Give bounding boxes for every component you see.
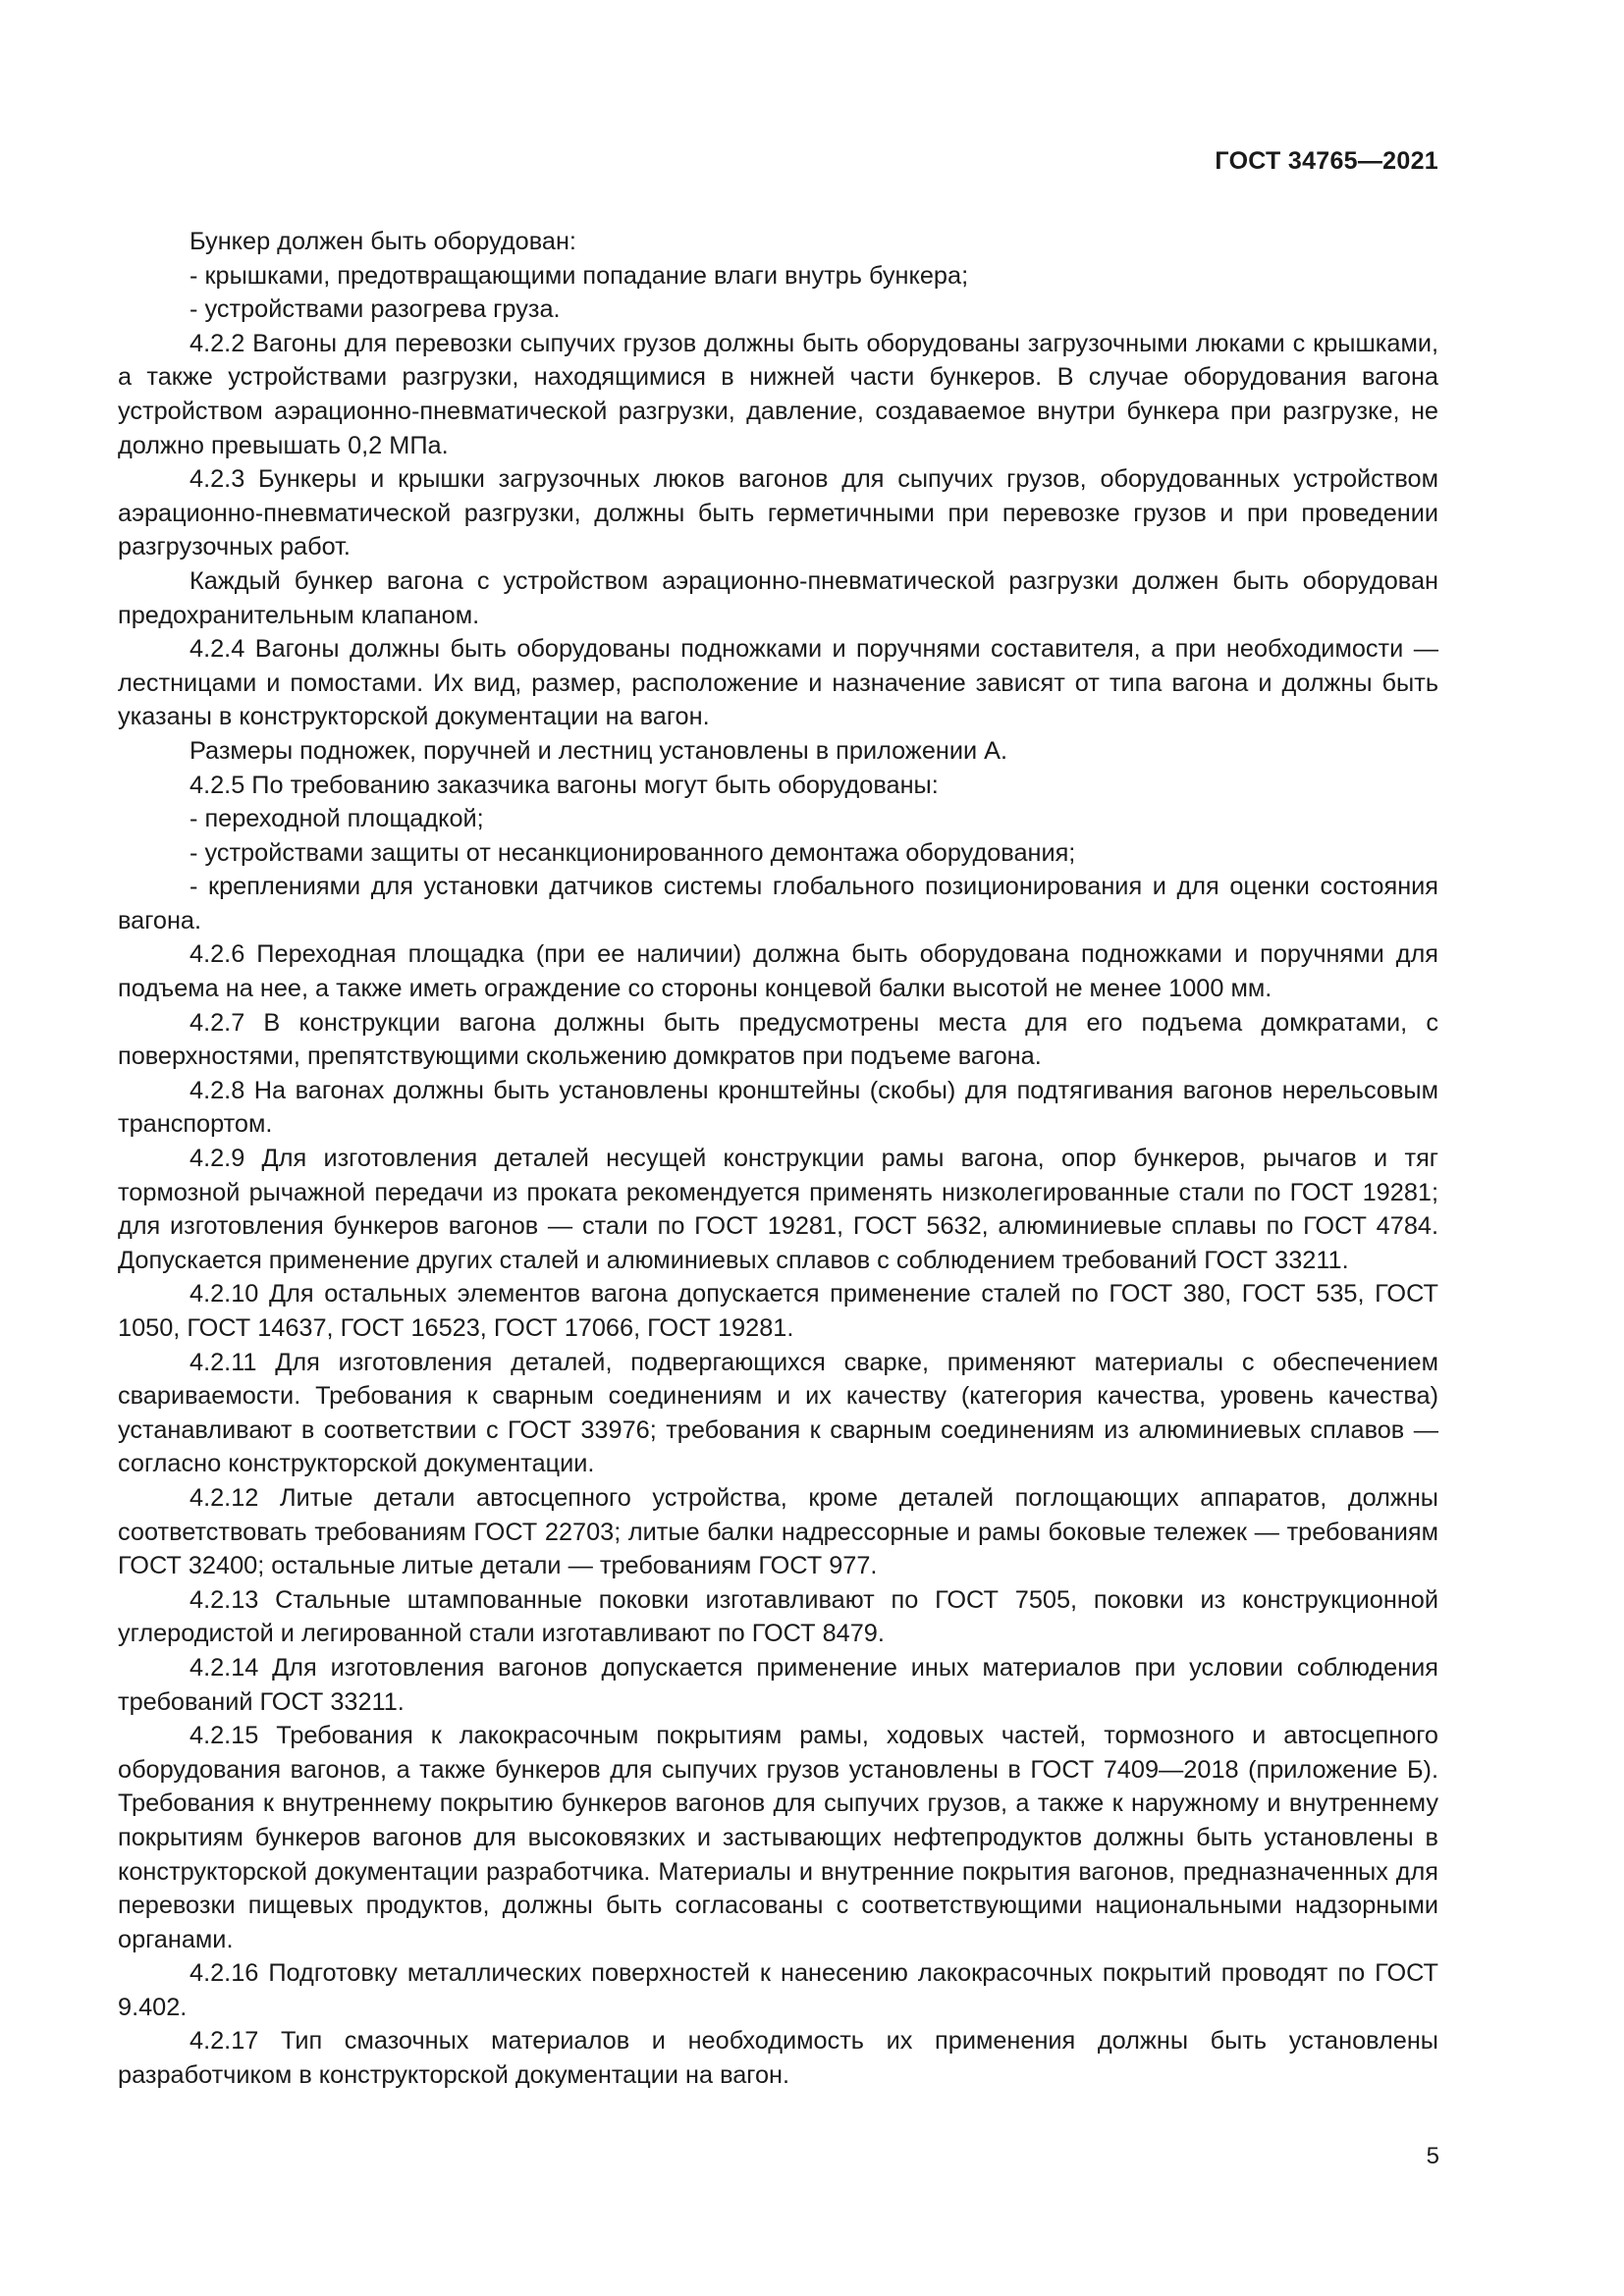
paragraph: 4.2.15 Требования к лакокрасочным покрытиям рамы, ходовых частей, тормозного и автосцепного оборудования вагонов, а также бункеров для сыпучих грузов установлены в ГОСТ 7409—2018 (приложение Б). Требования к внутреннему покрытию бункеров вагонов для сыпучих грузов, а также к наружному и внутреннему покрытиям бункеров вагонов для высоковязких и застывающих нефтепродуктов должны быть установлены в конструкторской документации разработчика. Материалы и внутренние покрытия вагонов, предназначенных для перевозки пищевых продуктов, должны быть согласованы с соответствующими национальными надзорными органами. [118,1722,1438,1953]
paragraph: 4.2.17 Тип смазочных материалов и необходимость их применения должны быть установлены разработчиком в конструкторской документации на вагон. [118,2027,1438,2090]
paragraph: 4.2.8 На вагонах должны быть установлены кронштейны (скобы) для подтягивания вагонов нерельсовым транспортом. [118,1076,1438,1139]
paragraph: 4.2.5 По требованию заказчика вагоны могут быть оборудованы: [189,771,939,799]
paragraph: 4.2.12 Литые детали автосцепного устройства, кроме деталей поглощающих аппаратов, должны соответствовать требованиям ГОСТ 22703; литые балки надрессорные и рамы боковые тележек — требованиям ГОСТ 32400; остальные литые детали — требованиям ГОСТ 977. [118,1483,1438,1580]
paragraph: 4.2.16 Подготовку металлических поверхностей к нанесению лакокрасочных покрытий проводят по ГОСТ 9.402. [118,1959,1438,2021]
list-item: - устройствами разогрева груза. [189,295,561,324]
list-item: - креплениями для установки датчиков системы глобального позиционирования и для оценки состояния вагона. [118,873,1438,934]
paragraph: Размеры подножек, поручней и лестниц установлены в приложении А. [189,736,1008,765]
list-item: - устройствами защиты от несанкционированного демонтажа оборудования; [189,838,1076,867]
paragraph: 4.2.13 Стальные штампованные поковки изготавливают по ГОСТ 7505, поковки из конструкционной углеродистой и легированной стали изготавливают по ГОСТ 8479. [118,1585,1438,1648]
paragraph: 4.2.11 Для изготовления деталей, подвергающихся сварке, применяют материалы с обеспечением свариваемости. Требования к сварным соединениям и их качеству (категория качества, уровень качества) устанавливают в соответствии с ГОСТ 33976; требования к сварным соединениям из алюминиевых сплавов — согласно конструкторской документации. [118,1348,1438,1478]
paragraph: 4.2.6 Переходная площадка (при ее наличии) должна быть оборудована подножками и поручнями для подъема на нее, а также иметь ограждение со стороны концевой балки высотой не менее 1000 мм. [118,940,1438,1003]
page-number: 5 [1426,2143,1439,2169]
paragraph: Бункер должен быть оборудован: [189,228,576,255]
paragraph: 4.2.3 Бункеры и крышки загрузочных люков вагонов для сыпучих грузов, оборудованных устройством аэрационно-пневматической разгрузки, должны быть герметичными при перевозке грузов и при проведении разгрузочных работ. [118,465,1438,561]
paragraph: 4.2.7 В конструкции вагона должны быть предусмотрены места для его подъема домкратами, с поверхностями, препятствующими скольжению домкратов при подъеме вагона. [118,1008,1438,1071]
paragraph: 4.2.9 Для изготовления деталей несущей конструкции рамы вагона, опор бункеров, рычагов и тяг тормозной рычажной передачи из проката рекомендуется применять низколегированные стали по ГОСТ 19281; для изготовления бункеров вагонов — стали по ГОСТ 19281, ГОСТ 5632, алюминиевые сплавы по ГОСТ 4784. Допускается применение других сталей и алюминиевых сплавов с соблюдением требований ГОСТ 33211. [118,1145,1438,1274]
paragraph: 4.2.4 Вагоны должны быть оборудованы подножками и поручнями составителя, а при необходимости — лестницами и помостами. Их вид, размер, расположение и назначение зависят от типа вагона и должны быть указаны в конструкторской документации на вагон. [118,635,1438,731]
list-item: - переходной площадкой; [189,805,484,833]
paragraph: 4.2.14 Для изготовления вагонов допускается применение иных материалов при условии соблюдения требований ГОСТ 33211. [118,1653,1438,1716]
paragraph: 4.2.10 Для остальных элементов вагона допускается применение сталей по ГОСТ 380, ГОСТ 535, ГОСТ 1050, ГОСТ 14637, ГОСТ 16523, ГОСТ 17066, ГОСТ 19281. [118,1280,1438,1342]
document-body [118,225,1438,2093]
list-item: - крышками, предотвращающими попадание влаги внутрь бункера; [189,261,969,290]
paragraph: Каждый бункер вагона с устройством аэрационно-пневматической разгрузки должен быть оборудован предохранительным клапаном. [118,566,1438,629]
document-header: ГОСТ 34765—2021 [1215,147,1438,175]
paragraph: 4.2.2 Вагоны для перевозки сыпучих грузов должны быть оборудованы загрузочными люками с крышками, а также устройствами разгрузки, находящимися в нижней части бункеров. В случае оборудования вагона устройством аэрационно-пневматической разгрузки, давление, создаваемое внутри бункера при разгрузке, не должно превышать 0,2 МПа. [118,329,1438,459]
